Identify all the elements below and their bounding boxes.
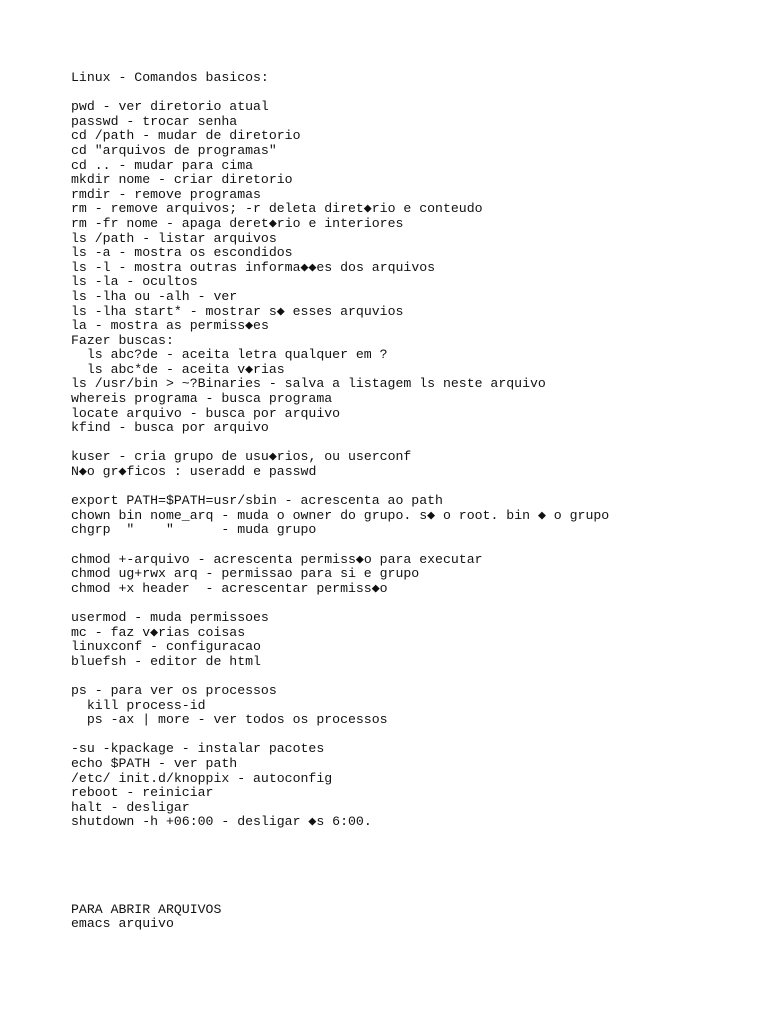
text-line: echo $PATH - ver path [71,755,238,771]
text-line: cd .. - mudar para cima [71,157,254,173]
text-line: export PATH=$PATH=usr/sbin - acrescenta ao path [71,493,443,509]
text-line: passwd - trocar senha [71,113,238,129]
text-line [71,728,751,743]
text-line [71,844,751,859]
text-line: mkdir nome - criar diretorio [71,172,293,188]
text-line: rm -fr nome - apaga deret◆rio e interiores [71,215,404,231]
text-line: linuxconf - configuracao [71,639,261,655]
text-line [71,436,751,451]
text-line: mc - faz v◆rias coisas [71,624,246,640]
text-line: -su -kpackage - instalar pacotes [71,741,325,757]
text-line: chmod +-arquivo - acrescenta permiss◆o para executar [71,551,483,567]
text-line: chmod +x header - acrescentar permiss◆o [71,580,388,596]
text-line: pwd - ver diretorio atual [71,99,269,115]
text-line [71,480,751,495]
text-line [71,874,751,889]
text-line: rmdir - remove programas [71,186,261,202]
text-line: ps - para ver os processos [71,682,277,698]
text-line: shutdown -h +06:00 - desligar ◆s 6:00. [71,814,372,830]
text-line: chown bin nome_arq - muda o owner do grupo. s◆ o root. bin ◆ o grupo [71,507,610,523]
text-line: Linux - Comandos basicos: [71,70,269,85]
text-line: ls abc?de - aceita letra qualquer em ? [71,347,388,363]
document-page [71,71,751,932]
text-line: kuser - cria grupo de usu◆rios, ou userconf [71,449,412,465]
text-line: ps -ax | more - ver todos os processos [71,712,388,728]
text-line: ls -la - ocultos [71,274,198,290]
text-line: rm - remove arquivos; -r deleta diret◆rio e conteudo [71,201,483,217]
text-line: PARA ABRIR ARQUIVOS [71,901,222,917]
text-line: chmod ug+rwx arq - permissao para si e grupo [71,566,420,582]
text-line: locate arquivo - busca por arquivo [71,405,341,421]
text-line: usermod - muda permissoes [71,609,269,625]
text-line: ls -l - mostra outras informa◆◆es dos arquivos [71,259,436,275]
text-line [71,888,751,903]
text-line [71,86,751,101]
text-line: bluefsh - editor de html [71,653,261,669]
text-line: emacs arquivo [71,916,174,932]
text-line: whereis programa - busca programa [71,391,333,407]
text-line [71,859,751,874]
text-line: kill process-id [71,697,206,713]
text-line: ls /path - listar arquivos [71,230,277,246]
text-line: ls -lha start* - mostrar s◆ esses arquvios [71,303,404,319]
text-line: Fazer buscas: [71,332,174,348]
text-line: kfind - busca por arquivo [71,420,269,436]
text-line: cd "arquivos de programas" [71,142,277,158]
text-line: ls -a - mostra os escondidos [71,245,293,261]
text-line [71,669,751,684]
text-line: /etc/ init.d/knoppix - autoconfig [71,770,333,786]
text-line [71,596,751,611]
text-line: ls /usr/bin > ~?Binaries - salva a listagem ls neste arquivo [71,376,546,392]
text-line [71,830,751,845]
text-line: ls -lha ou -alh - ver [71,288,238,304]
text-line: halt - desligar [71,799,190,815]
text-line [71,538,751,553]
text-line: cd /path - mudar de diretorio [71,128,301,144]
text-line: chgrp " " - muda grupo [71,522,317,538]
text-line: reboot - reiniciar [71,785,214,801]
text-line: ls abc*de - aceita v◆rias [71,361,285,377]
text-line: N◆o gr◆ficos : useradd e passwd [71,464,317,480]
text-line: la - mostra as permiss◆es [71,318,269,334]
